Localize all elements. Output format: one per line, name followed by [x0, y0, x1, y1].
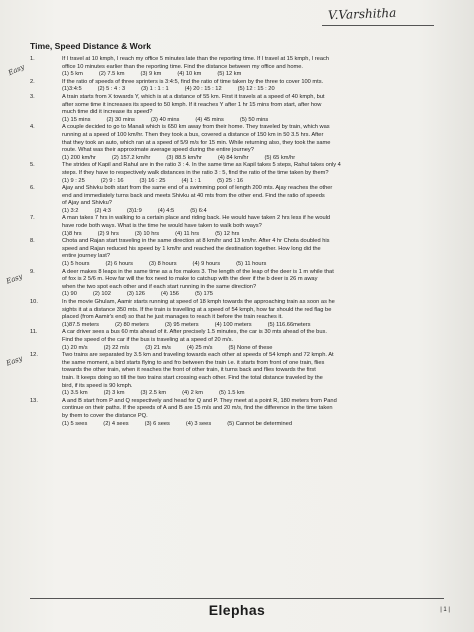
answer-option: (4) 9 hours — [192, 261, 221, 268]
answer-option: (5) 1.5 km — [218, 390, 245, 397]
question-list — [30, 56, 462, 428]
page-number: | 1 | — [440, 607, 450, 613]
question-text-line: A and B start from P and Q respectively and head for Q and P. They meet at a point R, 180 meters from Pand — [62, 397, 337, 404]
question-text-line: A train starts from X towards Y, which is at a distance of 55 km. First it travels at a speed of 40 kmph, but — [62, 93, 325, 100]
options-row — [62, 322, 462, 330]
question-text-line: of fox is 2 5/6 m. How far will the fox need to make to catchup with the deer if the b deer is 26 m away — [62, 276, 318, 283]
question-text-line: A deer makes 8 leaps in the same time as a fox makes 3. The length of the leap of the deer is 1 m while that — [62, 268, 334, 275]
question-5 — [30, 162, 462, 185]
question-text-line: end and immediately turns back and meets Shivku at 40 mts from the other end. Find the ratio of speeds — [62, 192, 325, 199]
question-text-line: office 10 minutes earlier than the reporting time. Find the distance between my office and home. — [62, 63, 304, 70]
question-1 — [30, 56, 462, 79]
question-text-line: sights it at a distance 350 mts. If the train is travelling at a speed of 54 kmph, how far should the red flag be — [62, 306, 332, 313]
answer-option: (3) 1 : 1 : 1 — [141, 86, 169, 93]
options-row — [62, 178, 462, 186]
question-text-line: If the ratio of speeds of three sprinters is 3:4:5, find the ratio of time taken by the three to cover 100 mts. — [62, 78, 324, 85]
question-text-line: placed (from Aamir's end) so that he just manages to reach it before the train reaches it. — [62, 314, 283, 321]
answer-option: (1) 90 — [62, 291, 77, 298]
answer-option: (1) 3:2 — [62, 207, 79, 214]
question-text-line: have rode both ways. What is the time he would have taken to walk both ways? — [62, 223, 262, 230]
question-2 — [30, 79, 462, 94]
answer-option: (4) 156 — [160, 291, 179, 298]
answer-option: (5) 12 : 15 : 20 — [237, 86, 275, 93]
options-row — [62, 86, 462, 94]
question-number: 10. — [30, 299, 38, 305]
question-number: 1. — [30, 56, 35, 62]
handwritten-name: V.Varshitha — [327, 5, 397, 23]
options-row — [62, 261, 462, 269]
options-row — [62, 117, 462, 125]
answer-option: (4) 3 sees — [185, 420, 212, 427]
question-number: 13. — [30, 397, 38, 404]
answer-option: (4) 2 km — [182, 390, 203, 397]
answer-option: (2) 9 hrs — [97, 230, 119, 237]
question-text-line: after some time it increases its speed to 50 kmph. If it reaches Y after 1 hr 15 mins from start, after how — [62, 101, 322, 108]
margin-note-1: Easy — [7, 62, 26, 78]
answer-option: (3) 126 — [126, 291, 145, 298]
question-text-line: much time did it increase its speed? — [62, 109, 153, 116]
answer-option: (1) 5 km — [62, 71, 83, 78]
answer-option: (1) 5 hours — [62, 261, 90, 268]
answer-option: (2) 30 mins — [106, 116, 135, 123]
answer-option: (2) 157.2 km/hr — [111, 154, 151, 161]
answer-option: (1) 5 sees — [62, 420, 88, 427]
question-text-line: A car driver sees a bus 60 mts ahead of it. After precisely 1.5 minutes, the car is 30 mts ahead of the bus. — [62, 329, 327, 336]
question-number: 4. — [30, 124, 35, 131]
question-10 — [30, 299, 462, 329]
answer-option: (3) 88.5 km/hr — [166, 154, 202, 161]
question-text-line: In the movie Ghulam, Aamir starts running at speed of 18 kmph towards the approaching train as soon as he — [62, 299, 335, 305]
question-text-line: steps. If they have to respectively walk distances in the ratio 3 : 5, find the ratio of the time taken by them? — [62, 169, 329, 176]
answer-option: (1) 200 km/hr — [62, 154, 96, 161]
answer-option: (2) 80 meters — [114, 321, 149, 328]
question-text-line: train. It keeps doing so till the two trains start crossing each other. Find the total distance traveled by the — [62, 374, 323, 381]
answer-option: (3) 8 hours — [149, 261, 177, 268]
question-4 — [30, 124, 462, 162]
question-number: 3. — [30, 93, 35, 100]
question-text-line: route. What was their approximate average speed during the entire journey? — [62, 147, 254, 154]
question-text-line: when the two spot each other and if each start running in the same direction? — [62, 283, 257, 290]
options-row — [62, 421, 462, 429]
answer-option: (4) 20 : 15 : 12 — [184, 86, 222, 93]
options-row — [62, 208, 462, 216]
question-13 — [30, 398, 462, 428]
margin-note-2: Easy — [5, 272, 24, 286]
answer-option: (3) 6 sees — [144, 420, 170, 427]
question-number: 2. — [30, 78, 35, 85]
question-text-line: continue on their paths. If the speeds of A and B are 15 m/s and 20 m/s, find the difference in the time taken — [62, 405, 333, 412]
question-text-line: Chota and Rajan start traveling in the same direction at 8 km/hr and 13 km/hr. After 4 hr Chota doubled his — [62, 238, 330, 245]
answer-option: (4) 25 m/s — [186, 344, 213, 351]
question-number: 12. — [30, 352, 38, 359]
answer-option: (3) 40 mins — [150, 116, 180, 123]
question-number: 6. — [30, 185, 35, 192]
answer-option: (5) None of these — [228, 344, 273, 351]
answer-option: (2) 7.5 km — [98, 71, 125, 78]
options-row — [62, 291, 462, 299]
question-text-line: of Ajay and Shivku? — [62, 200, 112, 207]
question-text-line: towards the other train, when it reaches the front of other train, it turns back and flies towards the first — [62, 367, 316, 374]
question-3 — [30, 94, 462, 124]
options-row — [62, 231, 462, 239]
answer-option: (1)3:4:5 — [62, 86, 82, 93]
question-number: 8. — [30, 238, 35, 245]
footer-logo: Elephas — [208, 602, 266, 618]
question-number: 11. — [30, 329, 38, 336]
answer-option: (3) 21 m/s — [145, 344, 171, 351]
answer-option: (4) 10 km — [177, 71, 202, 78]
options-row — [62, 155, 462, 163]
answer-option: (3) 9 km — [140, 71, 162, 78]
answer-option: (1)87.5 meters — [62, 321, 99, 328]
question-number: 5. — [30, 162, 35, 169]
margin-note-3: Easy — [5, 354, 24, 368]
answer-option: (4) 4:5 — [157, 207, 175, 214]
answer-option: (5) 11 hours — [236, 261, 267, 268]
question-text-line: running at a speed of 100 km/hr. Then they took a bus, covered a distance of 150 km in 50 3.5 hrs. After — [62, 131, 324, 138]
answer-option: (3) 95 meters — [164, 321, 199, 328]
answer-option: (2) 102 — [92, 291, 111, 298]
question-11 — [30, 329, 462, 352]
answer-option: (1) 15 mins — [62, 116, 91, 123]
answer-option: (1) 3.5 km — [62, 390, 88, 397]
page-title: Time, Speed Distance & Work — [30, 41, 151, 51]
question-number: 7. — [30, 215, 35, 222]
question-text-line: that they took an auto, which ran at a speed of 5/9 m/s for 15 min. While returning also, they took the same — [62, 139, 331, 146]
answer-option: (2) 9 : 16 — [100, 177, 124, 184]
answer-option: (2) 5 : 4 : 3 — [97, 86, 126, 93]
name-underline — [322, 25, 434, 26]
answer-option: (3) 2.5 km — [140, 390, 167, 397]
question-6 — [30, 185, 462, 215]
answer-option: (1) 9 : 25 — [62, 177, 85, 184]
answer-option: (1)8 hrs — [62, 230, 82, 237]
question-8 — [30, 238, 462, 268]
answer-option: (2) 4:3 — [94, 207, 111, 214]
question-text-line: A man takes 7 hrs in walking to a certain place and riding back. He would have taken 2 hrs less if he would — [62, 215, 331, 222]
answer-option: (4) 11 hrs — [175, 230, 200, 237]
answer-option: (5) 12 km — [217, 71, 242, 78]
question-text-line: entire journey last? — [62, 253, 111, 260]
options-row — [62, 345, 462, 353]
question-number: 9. — [30, 268, 35, 275]
answer-option: (5) 116.66meters — [267, 321, 311, 328]
question-text-line: The strides of Kapil and Rahul are in the ratio 3 : 4. In the same time as Kapil takes 5 steps, Rahul takes only 4 — [62, 162, 341, 169]
answer-option: (2) 3 km — [103, 390, 125, 397]
question-text-line: speed and Rajan reduced his speed by 1 km/hr and reached the destination together. How long did the — [62, 245, 321, 252]
options-row — [62, 71, 462, 79]
question-text-line: Two trains are separated by 3.5 km and traveling towards each other at speeds of 54 kmph and 72 kmph. At — [62, 352, 334, 359]
footer-divider — [30, 598, 444, 599]
options-row — [62, 390, 462, 398]
answer-option: (4) 84 km/hr — [217, 154, 249, 161]
question-text-line: A couple decided to go to Manali which is 650 km away from their home. They traveled by train, which was — [62, 124, 330, 131]
question-7 — [30, 215, 462, 238]
question-text-line: by them to cover the distance PQ. — [62, 412, 148, 419]
answer-option: (1) 20 m/s — [62, 344, 88, 351]
answer-option: (4) 45 mins — [195, 116, 224, 123]
answer-option: (5) 175 — [194, 291, 213, 298]
answer-option: (2) 4 sees — [103, 420, 129, 427]
answer-option: (5) 12 hrs — [215, 230, 240, 237]
question-text-line: Find the speed of the car if the bus is traveling at a speed of 20 m/s. — [62, 336, 234, 343]
answer-option: (4) 100 meters — [214, 321, 252, 328]
answer-option: (3) 16 : 25 — [139, 177, 166, 184]
answer-option: (5) 25 : 16 — [217, 177, 244, 184]
question-text-line: If I travel at 10 kmph, I reach my office 5 minutes late than the reporting time. If I travel at 15 kmph, I reach — [62, 56, 330, 62]
answer-option: (2) 6 hours — [105, 261, 134, 268]
answer-option: (5) 6:4 — [190, 207, 207, 214]
answer-option: (2) 22 m/s — [103, 344, 130, 351]
answer-option: (5) 65 km/hr — [264, 154, 296, 161]
answer-option: (5) 50 mins — [239, 116, 269, 123]
question-text-line: the same moment, a bird starts flying to and fro between the train i.e. it starts from front of one train, flies — [62, 359, 325, 366]
answer-option: (5) Cannot be determined — [227, 420, 292, 427]
answer-option: (3)1:9 — [126, 207, 142, 214]
question-text-line: bird, if its speed is 90 kmph. — [62, 382, 133, 389]
question-12 — [30, 352, 462, 398]
answer-option: (3) 10 hrs — [134, 230, 160, 237]
question-9 — [30, 269, 462, 299]
answer-option: (4) 1 : 1 — [181, 177, 202, 184]
question-text-line: Ajay and Shivku both start from the same end of a swimming pool of length 200 mts. Ajay reaches the other — [62, 185, 333, 192]
